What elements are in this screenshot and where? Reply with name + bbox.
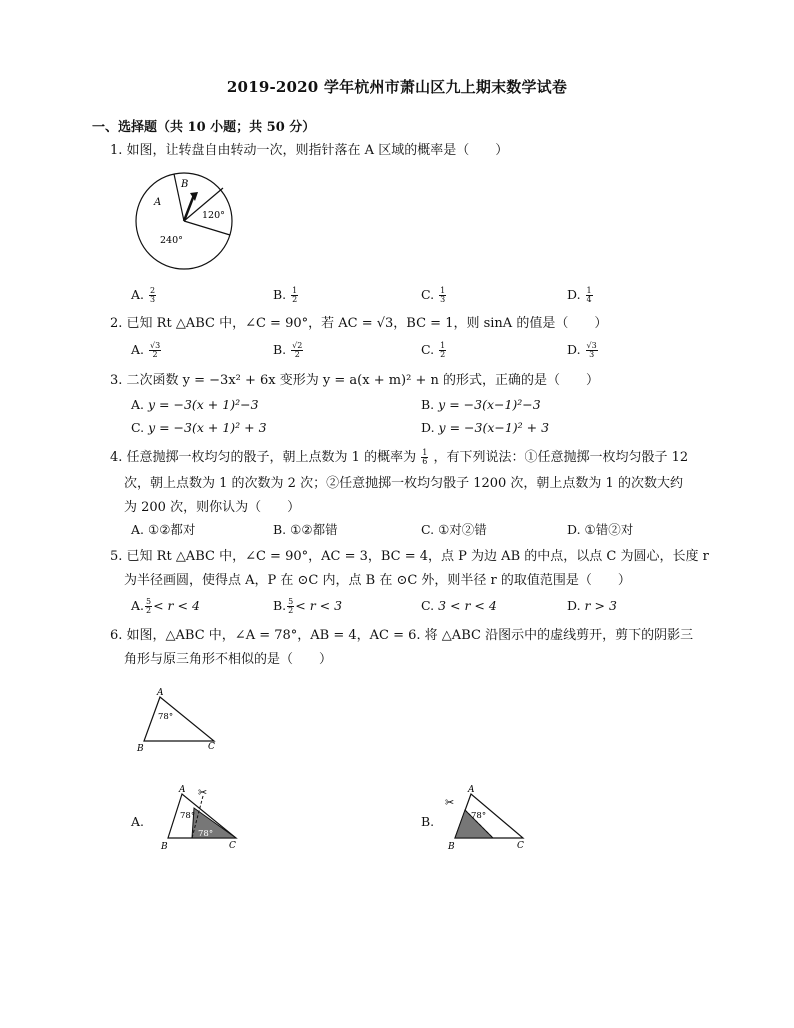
question-4-line-1: 4. 任意抛掷一枚均匀的骰子，朝上点数为 1 的概率为 $\frac{1}{6}$ ，有下列说法：①任意抛掷一枚均匀骰子 12 [110, 448, 689, 466]
q4-option-b[interactable]: B. ①②都错 [273, 522, 338, 537]
q6-option-a-figure[interactable] [156, 782, 256, 857]
q3-option-d[interactable]: D. y = −3(x−1)² + 3 [421, 420, 550, 435]
question-3-text: 3. 二次函数 y = −3x² + 6x 变形为 y = a(x + m)² + n 的形式，正确的是（ ） [110, 373, 599, 388]
q6a-angle-2: 78° [198, 829, 214, 839]
q4-option-c[interactable]: C. ①对②错 [421, 522, 487, 537]
spinner-label-b: B [181, 179, 189, 190]
section-heading: 一、选择题（共 10 小题；共 50 分） [92, 120, 316, 135]
q6-label-b: B [137, 744, 144, 754]
q1-option-b[interactable]: B. $\frac{1}{2}$ [273, 286, 298, 304]
q2-option-b[interactable]: B. $\frac{√2}{2}$ [273, 341, 303, 359]
q4-option-d[interactable]: D. ①错②对 [567, 522, 634, 537]
q6a-angle-1: 78° [180, 811, 196, 821]
scissors-icon: ✂ [445, 796, 455, 809]
q5-option-a[interactable]: A. $\frac{5}{2}$ < r < 4 [131, 597, 200, 615]
q6b-label-b: B [448, 842, 455, 852]
q6-main-triangle [144, 697, 214, 741]
question-4-line-3: 为 200 次，则你认为（ ） [124, 500, 301, 515]
q6-label-angle: 78° [158, 712, 174, 722]
q6b-angle-1: 78° [471, 811, 487, 821]
question-4-line-2: 次，朝上点数为 1 的次数为 2 次；②任意抛掷一枚均匀骰子 1200 次，朝上点数为 1 的次数大约 [124, 476, 683, 491]
question-2-text: 2. 已知 Rt △ABC 中，∠C = 90°，若 AC = √3，BC = 1，则 sinA 的值是（ ） [110, 316, 608, 331]
q6-option-b-label[interactable]: B. [421, 814, 435, 829]
q6-main-triangle-figure [132, 685, 232, 760]
q2-option-a[interactable]: A. $\frac{√3}{2}$ [131, 341, 161, 359]
q6a-label-a: A [179, 785, 186, 795]
q6-option-b-figure[interactable] [443, 782, 543, 857]
q6a-label-c: C [229, 841, 236, 851]
q2-option-d[interactable]: D. $\frac{√3}{3}$ [567, 341, 597, 359]
question-6-line-1: 6. 如图，△ABC 中，∠A = 78°，AB = 4，AC = 6. 将 △ABC 沿图示中的虚线剪开，剪下的阴影三 [110, 628, 694, 643]
q1-option-d[interactable]: D. $\frac{1}{4}$ [567, 286, 592, 304]
scissors-icon: ✂ [198, 786, 208, 799]
spinner-divider-2 [184, 221, 230, 235]
q1-option-a[interactable]: A. $\frac{2}{3}$ [131, 286, 156, 304]
q4-option-a[interactable]: A. ①②都对 [131, 522, 196, 537]
q5-option-c[interactable]: C. 3 < r < 4 [421, 598, 497, 613]
spinner-label-a: A [154, 197, 162, 208]
q5-option-b[interactable]: B. $\frac{5}{2}$ < r < 3 [273, 597, 343, 615]
question-5-line-2: 为半径画圆，使得点 A，P 在 ⊙C 内，点 B 在 ⊙C 外，则半径 r 的取值范围是（ ） [124, 573, 631, 588]
q6a-label-b: B [161, 842, 168, 852]
q6b-label-c: C [517, 841, 524, 851]
spinner-angle-120: 120° [202, 210, 225, 221]
page-title: 2019-2020 学年杭州市萧山区九上期末数学试卷 [226, 78, 568, 96]
question-5-line-1: 5. 已知 Rt △ABC 中，∠C = 90°，AC = 3，BC = 4，点 P 为边 AB 的中点，以点 C 为圆心，长度 r [110, 549, 709, 564]
q3-option-c[interactable]: C. y = −3(x + 1)² + 3 [131, 420, 267, 435]
q5-option-d[interactable]: D. r > 3 [567, 598, 617, 613]
q6-label-c: C [208, 742, 215, 752]
q3-option-a[interactable]: A. y = −3(x + 1)²−3 [131, 397, 259, 412]
q1-option-c[interactable]: C. $\frac{1}{3}$ [421, 286, 446, 304]
q3-option-b[interactable]: B. y = −3(x−1)²−3 [421, 397, 541, 412]
spinner-angle-240: 240° [160, 235, 183, 246]
q6-label-a: A [157, 688, 164, 698]
spinner-figure [132, 169, 242, 279]
q6-option-a-label[interactable]: A. [131, 814, 145, 829]
question-1-text: 1. 如图，让转盘自由转动一次，则指针落在 A 区域的概率是（ ） [110, 143, 509, 158]
q2-option-c[interactable]: C. $\frac{1}{2}$ [421, 341, 446, 359]
question-6-line-2: 角形与原三角形不相似的是（ ） [124, 652, 333, 667]
q6b-label-a: A [468, 785, 475, 795]
